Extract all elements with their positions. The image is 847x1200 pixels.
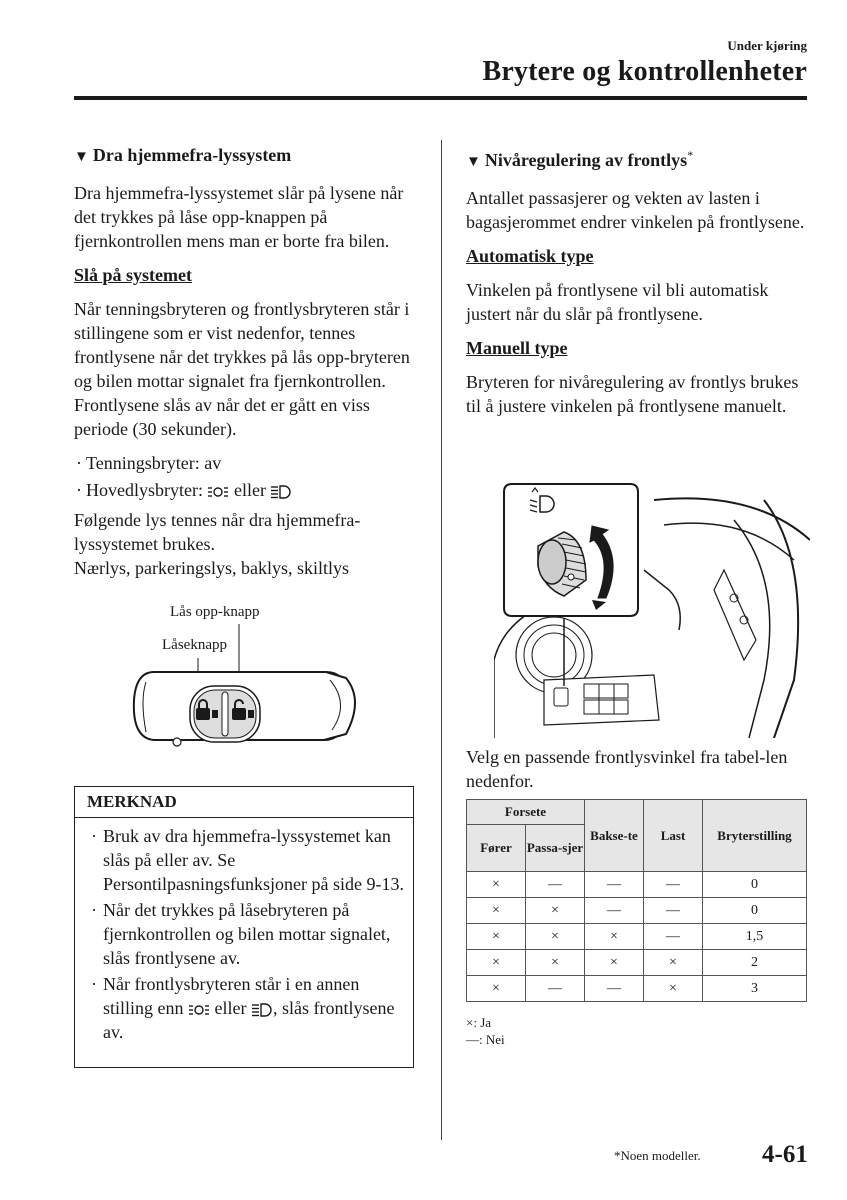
unlock-button-label: Lås opp-knapp (170, 604, 260, 620)
table-legend (466, 1014, 505, 1048)
intro-paragraph: Antallet passasjerer og vekten av lasten i bagasjerommet endrer vinkelen på frontlysene. (466, 188, 805, 232)
table-row: × — — — 0 (467, 872, 807, 898)
key-fob-drawing (74, 600, 422, 770)
column-divider (441, 140, 442, 1140)
note-item: · Når frontlysbryteren står i en annen stilling enn eller , slås frontlysene av. (91, 972, 405, 1044)
note-title: MERKNAD (75, 787, 413, 818)
key-fob-figure (74, 600, 422, 770)
header-rule (74, 96, 807, 100)
left-column (74, 143, 422, 580)
section-heading-left: ▼ Dra hjemmefra-lyssystem (74, 145, 292, 165)
header-passenger: Passa-sjer (526, 825, 585, 872)
list-item: · Tenningsbryter: av (74, 451, 422, 475)
note-item: · Bruk av dra hjemmefra-lyssystemet kan slås på eller av. Se Persontilpasningsfunksjoner på side 9-13. (91, 824, 405, 896)
legend-yes: ×: Ja (466, 1015, 492, 1030)
note-item: · Når det trykkes på låsebryteren på fjernkontrollen og bilen mottar signalet, slås frontlysene av. (91, 898, 405, 970)
header-front-seat: Forsete (467, 800, 585, 825)
footnote-mark: * (687, 148, 694, 162)
table-intro: Velg en passende frontlysvinkel fra tabel-len nedenfor. (466, 747, 788, 791)
header-switch-position: Bryterstilling (703, 800, 807, 872)
page-title: Brytere og kontrollenheter (482, 56, 807, 87)
header-rear-seat: Bakse-te (585, 800, 644, 872)
page-number: 4-61 (762, 1141, 808, 1168)
triangle-icon: ▼ (466, 154, 481, 170)
body-paragraph: Når tenningsbryteren og frontlysbryteren står i stillingene som er vist nedenfor, tennes frontlysene når det trykkes på lås opp-bryteren og bilen mottar signalet fra fjernkontrollen. Frontlysene slås av når det er gått en viss periode (30 sekunder). (74, 299, 410, 439)
manual-paragraph: Bryteren for nivåregulering av frontlys brukes til å justere vinkelen på frontlysene manuelt. (466, 372, 799, 416)
section-heading-right: ▼ Nivåregulering av frontlys* (466, 148, 694, 170)
leveling-switch-illustration (494, 480, 810, 738)
table-row: × × — — 0 (467, 898, 807, 924)
header-load: Last (644, 800, 703, 872)
table-row: × × × × 2 (467, 950, 807, 976)
lock-button-label: Låseknapp (162, 637, 227, 653)
triangle-icon: ▼ (74, 149, 89, 165)
list-item: · Hovedlysbryter: eller (74, 478, 422, 502)
table-row: × — — × 3 (467, 976, 807, 1002)
lights-list: Nærlys, parkeringslys, baklys, skiltlys (74, 558, 349, 578)
table-row: × × × — 1,5 (467, 924, 807, 950)
right-column (466, 143, 811, 428)
footnote: *Noen modeller. (614, 1148, 701, 1163)
intro-paragraph: Dra hjemmefra-lyssystemet slår på lysene når det trykkes på låse opp-knappen på fjernkontrollen mens man er borte fra bilen. (74, 183, 404, 251)
subheading-turn-on: Slå på systemet (74, 265, 192, 285)
auto-paragraph: Vinkelen på frontlysene vil bli automatisk justert når du slår på frontlysene. (466, 280, 769, 324)
note-box (74, 786, 414, 1068)
lights-intro: Følgende lys tennes når dra hjemmefra-lyssystemet brukes. (74, 510, 361, 554)
subheading-automatic: Automatisk type (466, 246, 594, 266)
subheading-manual: Manuell type (466, 338, 568, 358)
leveling-table (466, 799, 807, 1002)
headlight-icon (251, 1002, 273, 1018)
parking-light-icon (207, 484, 229, 500)
switch-list (74, 451, 422, 502)
legend-no: —: Nei (466, 1032, 505, 1047)
note-list (75, 824, 413, 1044)
headlight-icon (270, 484, 292, 500)
section-label: Under kjøring (727, 38, 807, 53)
parking-light-icon (188, 1002, 210, 1018)
header-driver: Fører (467, 825, 526, 872)
